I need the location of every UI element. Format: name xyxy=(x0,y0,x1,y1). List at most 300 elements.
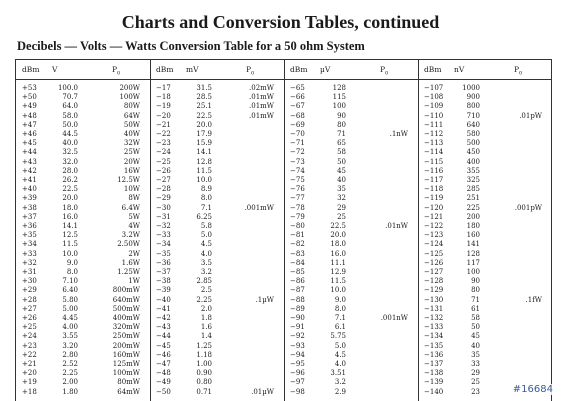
table-cell-value: 33 xyxy=(471,360,480,368)
table-cell-dbm: −110 xyxy=(424,111,444,120)
table-cell-power: 250mW xyxy=(112,332,140,341)
table-cell-dbm: −134 xyxy=(424,332,444,341)
column-header: dBm xyxy=(22,65,40,74)
table-cell-power: .001pW xyxy=(514,203,542,212)
table-cell-power: 100mW xyxy=(112,369,140,378)
table-cell-dbm: +30 xyxy=(22,277,37,286)
table-cell-dbm: +36 xyxy=(22,222,37,230)
table-cell-power: 400mW xyxy=(112,314,140,322)
table-cell-value: 900 xyxy=(466,93,480,102)
table-cell-value: 4.45 xyxy=(62,314,78,322)
table-cell-power: 2W xyxy=(128,249,140,258)
table-cell-dbm: −133 xyxy=(424,323,444,332)
table-cell-dbm: −68 xyxy=(290,111,305,120)
table-cell-dbm: −69 xyxy=(290,120,305,129)
table-cell-value: 9.0 xyxy=(334,295,346,304)
column-header: V xyxy=(52,65,58,74)
table-cell-power: .01pW xyxy=(519,111,542,120)
column-header: µV xyxy=(320,65,331,74)
table-cell-value: 1.80 xyxy=(62,387,78,396)
table-cell-dbm: +49 xyxy=(22,102,37,111)
table-cell-dbm: +29 xyxy=(22,286,37,295)
table-cell-dbm: −109 xyxy=(424,102,444,111)
table-cell-dbm: −126 xyxy=(424,258,444,267)
table-cell-power: .01µW xyxy=(251,387,274,396)
table-cell-value: 10.0 xyxy=(196,176,212,184)
watermark-id: #16684 xyxy=(512,384,553,395)
table-cell-value: 100 xyxy=(466,268,480,276)
table-cell-power: .1µW xyxy=(255,295,274,304)
table-cell-power: 100W xyxy=(119,93,140,102)
table-cell-value: 25 xyxy=(471,378,480,387)
table-cell-dbm: −138 xyxy=(424,369,444,378)
table-cell-dbm: −124 xyxy=(424,240,444,249)
table-cell-dbm: −97 xyxy=(290,378,305,387)
table-cell-dbm: +26 xyxy=(22,314,37,322)
table-cell-dbm: −132 xyxy=(424,314,444,322)
table-cell-value: 23 xyxy=(471,387,480,396)
table-cell-power: 500mW xyxy=(112,304,140,313)
column-header: dBm xyxy=(290,65,308,74)
table-cell-value: 4.5 xyxy=(334,350,346,359)
table-cell-value: 25.1 xyxy=(196,102,212,111)
table-cell-dbm: −112 xyxy=(424,130,444,138)
table-cell-value: 32.0 xyxy=(62,157,78,166)
table-cell-value: 22.5 xyxy=(196,111,212,120)
table-cell-dbm: −125 xyxy=(424,249,444,258)
table-cell-value: 50 xyxy=(337,157,346,166)
table-cell-dbm: −47 xyxy=(156,360,171,368)
table-cell-value: 128 xyxy=(332,84,346,92)
table-cell-power: .1fW xyxy=(525,295,542,304)
table-cell-dbm: +33 xyxy=(22,249,37,258)
table-cell-value: 225 xyxy=(466,203,480,212)
table-cell-value: 26.2 xyxy=(62,176,78,184)
table-cell-dbm: −43 xyxy=(156,323,171,332)
table-cell-value: 80 xyxy=(337,120,346,129)
table-cell-dbm: +19 xyxy=(22,378,37,387)
column-header-power xyxy=(514,65,542,79)
table-cell-value: 11.1 xyxy=(330,258,346,267)
column-group-divider xyxy=(284,60,285,401)
table-cell-dbm: −89 xyxy=(290,304,305,313)
table-cell-value: 3.2 xyxy=(334,378,346,387)
table-cell-value: 40 xyxy=(471,341,480,350)
table-cell-dbm: −85 xyxy=(290,268,305,276)
table-cell-value: 180 xyxy=(466,222,480,230)
table-cell-value: 0.80 xyxy=(196,378,212,387)
table-cell-power: 64mW xyxy=(117,387,140,396)
table-cell-value: 800 xyxy=(466,102,480,111)
table-cell-value: 20.0 xyxy=(196,120,212,129)
table-cell-value: 20.0 xyxy=(330,231,346,240)
table-cell-dbm: −67 xyxy=(290,102,305,111)
table-cell-dbm: −19 xyxy=(156,102,171,111)
table-cell-dbm: −91 xyxy=(290,323,305,332)
table-cell-value: 200 xyxy=(466,212,480,221)
table-cell-dbm: −37 xyxy=(156,268,171,276)
table-cell-value: 2.5 xyxy=(200,286,212,295)
table-cell-power: 5W xyxy=(128,212,140,221)
table-cell-value: 5.80 xyxy=(62,295,78,304)
table-cell-value: 18.0 xyxy=(62,203,78,212)
table-cell-value: 40.0 xyxy=(62,139,78,148)
table-cell-dbm: −79 xyxy=(290,212,305,221)
table-cell-dbm: −82 xyxy=(290,240,305,249)
table-cell-value: 500 xyxy=(466,139,480,148)
table-cell-value: 100 xyxy=(332,102,346,111)
table-cell-value: 7.1 xyxy=(200,203,212,212)
table-cell-value: 100.0 xyxy=(57,84,78,92)
table-cell-power: .01mW xyxy=(249,111,274,120)
table-cell-dbm: +24 xyxy=(22,332,37,341)
table-cell-value: 251 xyxy=(466,194,480,203)
table-cell-value: 580 xyxy=(466,130,480,138)
table-subtitle: Decibels — Volts — Watts Conversion Table for a 50 ohm System xyxy=(17,39,365,53)
table-cell-dbm: +41 xyxy=(22,176,37,184)
table-cell-dbm: −116 xyxy=(424,166,444,175)
table-cell-value: 1000 xyxy=(462,84,480,92)
table-cell-dbm: +27 xyxy=(22,304,37,313)
column-header-power xyxy=(112,65,140,79)
table-cell-value: 141 xyxy=(466,240,480,249)
table-cell-value: 640 xyxy=(466,120,480,129)
table-cell-value: 285 xyxy=(466,185,480,194)
table-cell-value: 22.5 xyxy=(62,185,78,194)
table-cell-value: 400 xyxy=(466,157,480,166)
table-cell-value: 5.00 xyxy=(62,304,78,313)
table-cell-power: 800mW xyxy=(112,286,140,295)
table-cell-dbm: −123 xyxy=(424,231,444,240)
table-cell-value: 22.5 xyxy=(330,222,346,230)
table-cell-value: 7.1 xyxy=(334,314,346,322)
table-cell-value: 1.18 xyxy=(196,350,212,359)
table-cell-power: .01mW xyxy=(249,102,274,111)
table-cell-dbm: +32 xyxy=(22,258,37,267)
table-cell-value: 50.0 xyxy=(62,120,78,129)
table-cell-value: 58 xyxy=(471,314,480,322)
column-header: dBm xyxy=(156,65,174,74)
table-cell-dbm: −33 xyxy=(156,231,171,240)
table-cell-value: 6.1 xyxy=(334,323,346,332)
table-cell-dbm: +23 xyxy=(22,341,37,350)
table-cell-value: 4.0 xyxy=(334,360,346,368)
table-cell-value: 8.0 xyxy=(66,268,78,276)
table-cell-value: 11.5 xyxy=(62,240,78,249)
table-cell-power: 640mW xyxy=(112,295,140,304)
table-cell-dbm: −71 xyxy=(290,139,305,148)
table-cell-dbm: −32 xyxy=(156,222,171,230)
table-cell-dbm: −40 xyxy=(156,295,171,304)
table-cell-dbm: −73 xyxy=(290,157,305,166)
table-cell-dbm: −21 xyxy=(156,120,171,129)
table-cell-power: .1nW xyxy=(389,130,408,138)
table-cell-value: 115 xyxy=(332,93,346,102)
table-cell-power: 8W xyxy=(128,194,140,203)
table-cell-value: 5.0 xyxy=(334,341,346,350)
table-cell-dbm: −74 xyxy=(290,166,305,175)
table-cell-value: 11.5 xyxy=(196,166,212,175)
page-title: Charts and Conversion Tables, continued xyxy=(121,12,440,32)
table-cell-dbm: +42 xyxy=(22,166,37,175)
table-cell-value: 25 xyxy=(337,212,346,221)
table-cell-value: 1.6 xyxy=(200,323,212,332)
table-cell-dbm: −136 xyxy=(424,350,444,359)
table-cell-value: 90 xyxy=(471,277,480,286)
table-cell-value: 3.55 xyxy=(62,332,78,341)
table-cell-power: 160mW xyxy=(112,350,140,359)
table-cell-dbm: −18 xyxy=(156,93,171,102)
table-cell-dbm: −24 xyxy=(156,148,171,157)
table-cell-value: 16.0 xyxy=(330,249,346,258)
table-cell-value: 15.9 xyxy=(196,139,212,148)
table-cell-value: 2.00 xyxy=(62,378,78,387)
table-cell-dbm: −115 xyxy=(424,157,444,166)
table-cell-value: 14.1 xyxy=(62,222,78,230)
table-cell-dbm: −128 xyxy=(424,277,444,286)
table-cell-power: 200W xyxy=(119,84,140,92)
column-header: dBm xyxy=(424,65,442,74)
table-cell-value: 117 xyxy=(466,258,480,267)
table-cell-dbm: −87 xyxy=(290,286,305,295)
column-header-power xyxy=(380,65,408,79)
table-cell-dbm: −111 xyxy=(424,120,444,129)
table-cell-power: 32W xyxy=(123,139,140,148)
table-cell-value: 45 xyxy=(471,332,480,341)
table-cell-dbm: −28 xyxy=(156,185,171,194)
table-cell-value: 44.5 xyxy=(62,130,78,138)
table-cell-dbm: −81 xyxy=(290,231,305,240)
table-cell-value: 64.0 xyxy=(62,102,78,111)
table-cell-dbm: −75 xyxy=(290,176,305,184)
table-cell-dbm: −84 xyxy=(290,258,305,267)
table-cell-dbm: +39 xyxy=(22,194,37,203)
table-cell-value: 58 xyxy=(337,148,346,157)
table-cell-value: 71 xyxy=(471,295,480,304)
table-cell-value: 450 xyxy=(466,148,480,157)
table-cell-dbm: −80 xyxy=(290,222,305,230)
column-header: P xyxy=(112,65,118,74)
table-cell-power: 12.5W xyxy=(117,176,140,184)
table-cell-dbm: +18 xyxy=(22,387,37,396)
table-cell-dbm: −88 xyxy=(290,295,305,304)
table-cell-value: 4.00 xyxy=(62,323,78,332)
table-cell-dbm: −137 xyxy=(424,360,444,368)
table-cell-dbm: +47 xyxy=(22,120,37,129)
table-cell-power: 3.2W xyxy=(121,231,140,240)
table-cell-power: 20W xyxy=(123,157,140,166)
table-cell-dbm: +48 xyxy=(22,111,37,120)
table-cell-value: 65 xyxy=(337,139,346,148)
table-cell-dbm: +22 xyxy=(22,350,37,359)
table-cell-power: .02mW xyxy=(249,84,274,92)
table-cell-value: 7.10 xyxy=(62,277,78,286)
table-cell-dbm: +37 xyxy=(22,212,37,221)
table-cell-dbm: −96 xyxy=(290,369,305,378)
table-cell-dbm: −42 xyxy=(156,314,171,322)
table-cell-value: 12.9 xyxy=(330,268,346,276)
table-cell-value: 5.75 xyxy=(330,332,346,341)
table-cell-value: 90 xyxy=(337,111,346,120)
table-cell-dbm: +44 xyxy=(22,148,37,157)
table-cell-dbm: −86 xyxy=(290,277,305,286)
table-cell-dbm: −27 xyxy=(156,176,171,184)
power-subscript: 0 xyxy=(519,70,523,77)
table-cell-value: 2.80 xyxy=(62,350,78,359)
table-cell-value: 12.8 xyxy=(196,157,212,166)
table-cell-power: 125mW xyxy=(112,360,140,368)
table-cell-value: 20.0 xyxy=(62,194,78,203)
table-cell-value: 35 xyxy=(471,350,480,359)
table-cell-dbm: +34 xyxy=(22,240,37,249)
power-subscript: 0 xyxy=(117,70,121,77)
table-cell-dbm: +38 xyxy=(22,203,37,212)
column-header: P xyxy=(514,65,520,74)
table-cell-value: 28.0 xyxy=(62,166,78,175)
table-cell-dbm: +46 xyxy=(22,130,37,138)
power-subscript: 0 xyxy=(251,70,255,77)
table-cell-power: .01mW xyxy=(249,93,274,102)
table-cell-value: 2.25 xyxy=(196,295,212,304)
column-header-power xyxy=(246,65,274,79)
table-cell-dbm: −130 xyxy=(424,295,444,304)
table-cell-dbm: −70 xyxy=(290,130,305,138)
table-cell-power: 2.50W xyxy=(117,240,140,249)
table-cell-dbm: −139 xyxy=(424,378,444,387)
table-cell-dbm: −17 xyxy=(156,84,171,92)
table-cell-value: 50 xyxy=(471,323,480,332)
table-cell-dbm: −118 xyxy=(424,185,444,194)
table-cell-power: 10W xyxy=(123,185,140,194)
table-cell-dbm: −140 xyxy=(424,387,444,396)
table-cell-value: 325 xyxy=(466,176,480,184)
table-cell-dbm: −46 xyxy=(156,350,171,359)
table-cell-value: 80 xyxy=(471,286,480,295)
table-cell-dbm: −34 xyxy=(156,240,171,249)
table-cell-value: 29 xyxy=(337,203,346,212)
table-cell-dbm: −83 xyxy=(290,249,305,258)
column-header: P xyxy=(246,65,252,74)
table-cell-dbm: +43 xyxy=(22,157,37,166)
table-cell-value: 70.7 xyxy=(62,93,78,102)
table-cell-value: 1.4 xyxy=(200,332,212,341)
table-cell-value: 14.1 xyxy=(196,148,212,157)
table-cell-dbm: −35 xyxy=(156,249,171,258)
table-cell-value: 35 xyxy=(337,185,346,194)
table-cell-dbm: −39 xyxy=(156,286,171,295)
table-cell-value: 28.5 xyxy=(196,93,212,102)
table-cell-dbm: −114 xyxy=(424,148,444,157)
table-cell-power: 1W xyxy=(128,277,140,286)
table-cell-value: 45 xyxy=(337,166,346,175)
table-cell-value: 0.71 xyxy=(196,387,212,396)
table-cell-value: 4.5 xyxy=(200,240,212,249)
table-cell-value: 40 xyxy=(337,176,346,184)
table-cell-dbm: −121 xyxy=(424,212,444,221)
table-cell-dbm: −77 xyxy=(290,194,305,203)
table-cell-power: 1.25W xyxy=(117,268,140,276)
table-cell-power: 16W xyxy=(123,166,140,175)
table-cell-power: 40W xyxy=(123,130,140,138)
table-cell-value: 1.00 xyxy=(196,360,212,368)
table-cell-dbm: −66 xyxy=(290,93,305,102)
table-cell-power: 1.6W xyxy=(121,258,140,267)
table-cell-value: 6.25 xyxy=(196,212,212,221)
table-cell-value: 9.0 xyxy=(66,258,78,267)
table-cell-dbm: +25 xyxy=(22,323,37,332)
table-cell-power: .001mW xyxy=(244,203,274,212)
table-cell-dbm: −93 xyxy=(290,341,305,350)
table-cell-dbm: −120 xyxy=(424,203,444,212)
table-cell-power: 80mW xyxy=(117,378,140,387)
table-cell-dbm: −108 xyxy=(424,93,444,102)
table-cell-value: 6.40 xyxy=(62,286,78,295)
table-cell-dbm: −44 xyxy=(156,332,171,341)
table-cell-value: 58.0 xyxy=(62,111,78,120)
table-cell-dbm: −76 xyxy=(290,185,305,194)
table-cell-value: 32.5 xyxy=(62,148,78,157)
table-cell-dbm: −113 xyxy=(424,139,444,148)
table-cell-dbm: −30 xyxy=(156,203,171,212)
table-cell-dbm: +35 xyxy=(22,231,37,240)
table-cell-value: 8.0 xyxy=(200,194,212,203)
table-cell-value: 710 xyxy=(466,111,480,120)
table-cell-dbm: −23 xyxy=(156,139,171,148)
table-cell-value: 4.0 xyxy=(200,249,212,258)
table-cell-dbm: −122 xyxy=(424,222,444,230)
table-cell-value: 71 xyxy=(337,130,346,138)
table-cell-dbm: +21 xyxy=(22,360,37,368)
table-cell-dbm: −50 xyxy=(156,387,171,396)
table-cell-dbm: −31 xyxy=(156,212,171,221)
table-cell-value: 61 xyxy=(471,304,480,313)
table-cell-value: 32 xyxy=(337,194,346,203)
table-cell-value: 17.9 xyxy=(196,130,212,138)
table-cell-power: .001nW xyxy=(380,314,408,322)
table-cell-value: 3.51 xyxy=(330,369,346,378)
table-cell-value: 10.0 xyxy=(330,286,346,295)
table-cell-dbm: −129 xyxy=(424,286,444,295)
table-cell-value: 5.8 xyxy=(200,222,212,230)
conversion-table xyxy=(15,59,552,401)
power-subscript: 0 xyxy=(385,70,389,77)
table-cell-dbm: −72 xyxy=(290,148,305,157)
table-cell-dbm: −107 xyxy=(424,84,444,92)
table-cell-value: 12.5 xyxy=(62,231,78,240)
table-cell-dbm: −41 xyxy=(156,304,171,313)
table-cell-power: 6.4W xyxy=(121,203,140,212)
table-cell-dbm: −45 xyxy=(156,341,171,350)
table-cell-value: 8.0 xyxy=(334,304,346,313)
table-cell-value: 5.0 xyxy=(200,231,212,240)
table-cell-value: 2.9 xyxy=(334,387,346,396)
table-cell-value: 31.5 xyxy=(196,84,212,92)
table-cell-power: 50W xyxy=(123,120,140,129)
table-cell-dbm: −78 xyxy=(290,203,305,212)
table-cell-dbm: −29 xyxy=(156,194,171,203)
table-cell-dbm: −65 xyxy=(290,84,305,92)
table-cell-value: 3.2 xyxy=(200,268,212,276)
table-cell-value: 1.25 xyxy=(196,341,212,350)
table-cell-power: 200mW xyxy=(112,341,140,350)
table-cell-dbm: +45 xyxy=(22,139,37,148)
table-cell-power: 64W xyxy=(123,111,140,120)
table-cell-dbm: −94 xyxy=(290,350,305,359)
table-cell-dbm: −90 xyxy=(290,314,305,322)
table-cell-dbm: −48 xyxy=(156,369,171,378)
table-cell-power: 4W xyxy=(128,222,140,230)
table-cell-power: 320mW xyxy=(112,323,140,332)
